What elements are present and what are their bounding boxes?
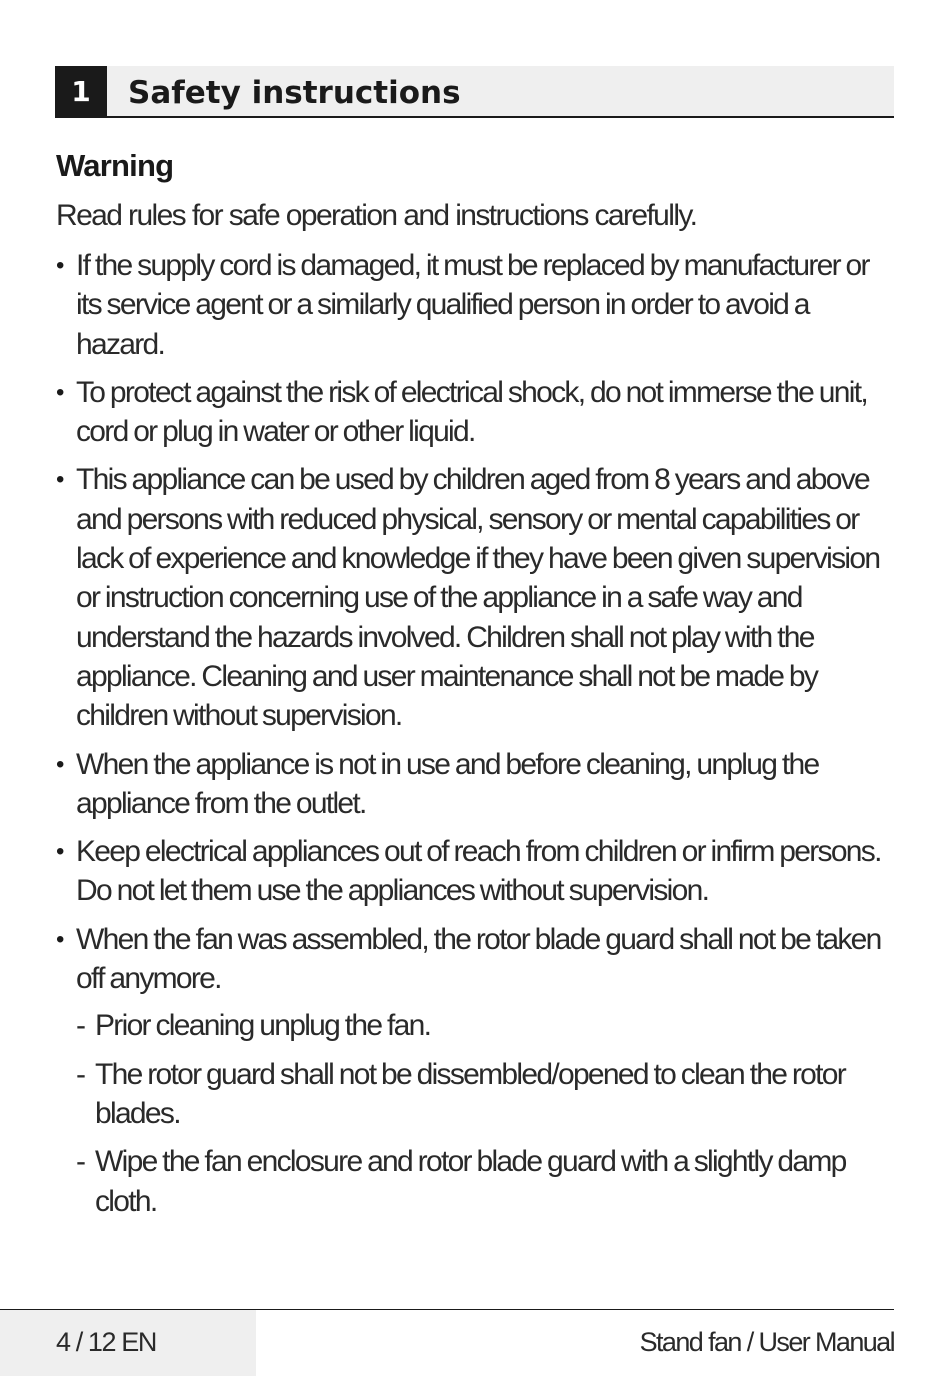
list-item — [56, 745, 898, 824]
sub-list-item-text: Wipe the fan enclosure and rotor blade guard with a slightly damp cloth. — [95, 1145, 846, 1218]
sub-list — [76, 1006, 898, 1220]
sub-list-item-text: Prior cleaning unplug the fan. — [95, 1009, 431, 1043]
dash-icon: - — [76, 1057, 86, 1091]
section-header — [55, 66, 894, 118]
sub-list-item — [76, 1006, 898, 1045]
bullet-icon: • — [56, 466, 65, 494]
sub-list-item-text: The rotor guard shall not be dissembled/opened to clean the rotor blades. — [95, 1057, 846, 1130]
section-title: Safety instructions — [128, 75, 461, 111]
intro-text: Read rules for safe operation and instructions carefully. — [56, 199, 697, 232]
list-item — [56, 832, 898, 911]
bullet-icon: • — [56, 925, 65, 953]
list-item-text: Keep electrical appliances out of reach from children or infirm persons. Do not let them use the appliances without supervision. — [76, 835, 881, 908]
section-number: 1 — [55, 66, 107, 116]
document-title: Stand fan / User Manual — [639, 1327, 894, 1357]
list-item — [56, 460, 898, 735]
bullet-icon: • — [56, 838, 65, 866]
page-number: 4 / 12 EN — [56, 1327, 156, 1357]
content-body — [56, 142, 898, 1230]
list-item-text: This appliance can be used by children aged from 8 years and above and persons with reduced physical, sensory or mental capabilities or lack of experience and knowledge if they have been given supervision or instruction concerning use of the appliance in a safe way and understand the hazards involved. Children shall not play with the appliance. Cleaning and user maintenance shall not be made by children without supervision. — [76, 463, 880, 733]
dash-icon: - — [76, 1009, 86, 1043]
list-item — [56, 373, 898, 452]
warning-heading: Warning — [56, 148, 174, 183]
list-item-text: When the fan was assembled, the rotor blade guard shall not be taken off anymore. — [76, 922, 881, 996]
sub-list-item — [76, 1055, 898, 1134]
bullet-icon: • — [56, 750, 65, 778]
sub-list-item — [76, 1142, 898, 1221]
dash-icon: - — [76, 1145, 86, 1179]
list-item — [56, 920, 898, 1221]
warning-list — [56, 246, 898, 1221]
list-item-text: If the supply cord is damaged, it must be replaced by manufacturer or its service agent or a similarly qualified person in order to avoid a hazard. — [76, 249, 869, 361]
list-item — [56, 246, 898, 364]
list-item-text: To protect against the risk of electrical shock, do not immerse the unit, cord or plug in water or other liquid. — [76, 375, 867, 449]
bullet-icon: • — [56, 252, 65, 279]
bullet-icon: • — [56, 378, 65, 406]
list-item-text: When the appliance is not in use and before cleaning, unplug the appliance from the outlet. — [76, 747, 819, 820]
